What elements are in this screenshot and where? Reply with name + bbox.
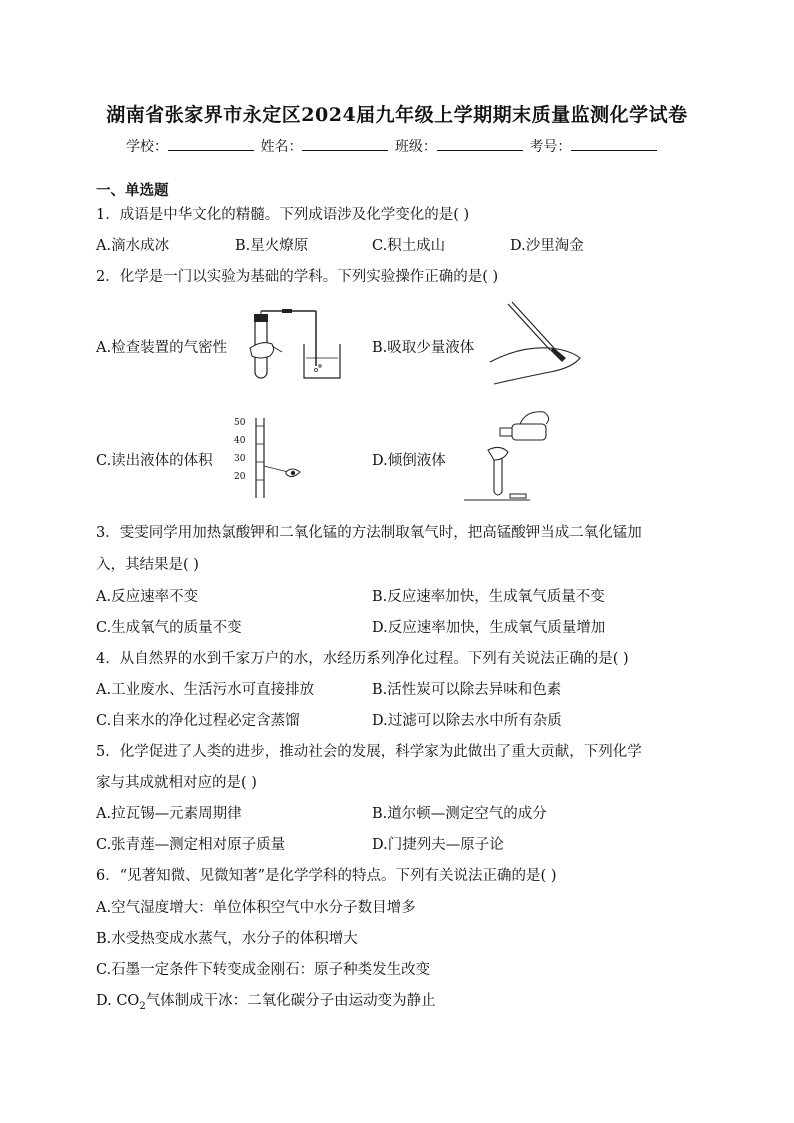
class-label: 班级： <box>394 139 437 155</box>
question-2-stem: 2．化学是一门以实验为基础的学科。下列实验操作正确的是( ) <box>96 269 499 285</box>
question-6-stem: 6．“见著知微、见微知著”是化学学科的特点。下列有关说法正确的是( ) <box>96 868 557 884</box>
name-label: 姓名： <box>260 139 303 155</box>
school-label: 学校： <box>126 139 168 155</box>
q2-option-c[interactable]: C.读出液体的体积 <box>96 453 213 469</box>
section-heading: 一、单选题 <box>96 182 169 199</box>
cylinder-tick-20: 20 <box>234 472 246 482</box>
q3-option-d[interactable]: D.反应速率加快，生成氧气质量增加 <box>372 620 606 636</box>
cylinder-tick-50: 50 <box>234 418 246 428</box>
q6-option-d-suffix: 气体制成干冰：二氧化碳分子由运动变为静止 <box>145 993 436 1009</box>
q6-option-d[interactable] <box>96 992 436 1016</box>
question-4-stem: 4．从自然界的水到千家万户的水，水经历系列净化过程。下列有关说法正确的是( ) <box>96 651 629 667</box>
q6-option-d-prefix: D. CO <box>96 993 140 1009</box>
q6-option-d-subscript: 2 <box>139 1000 146 1012</box>
question-1-stem: 1．成语是中华文化的精髓。下列成语涉及化学变化的是( ) <box>96 207 470 223</box>
cylinder-tick-30: 30 <box>234 454 246 464</box>
q1-option-c[interactable]: C.积土成山 <box>372 238 446 254</box>
question-5-stem-line2: 家与其成就相对应的是( ) <box>96 775 257 791</box>
q2-option-d[interactable]: D.倾倒液体 <box>372 453 446 469</box>
name-blank[interactable] <box>302 138 388 151</box>
q6-option-b[interactable]: B.水受热变成水蒸气，水分子的体积增大 <box>96 931 358 947</box>
question-5-stem-line1: 5．化学促进了人类的进步，推动社会的发展，科学家为此做出了重大贡献，下列化学 <box>96 744 642 760</box>
question-3-stem-line2: 入，其结果是( ) <box>96 557 199 573</box>
q5-option-c[interactable]: C.张青莲—测定相对原子质量 <box>96 837 286 853</box>
q5-option-b[interactable]: B.道尔顿—测定空气的成分 <box>372 806 547 822</box>
q4-option-c[interactable]: C.自来水的净化过程必定含蒸馏 <box>96 713 300 729</box>
q2-option-a[interactable]: A.检查装置的气密性 <box>96 340 228 356</box>
q6-option-c[interactable]: C.石墨一定条件下转变成金刚石：原子种类发生改变 <box>96 962 431 978</box>
school-blank[interactable] <box>168 138 254 151</box>
page-title: 湖南省张家界市永定区2024届九年级上学期期末质量监测化学试卷 <box>106 104 688 126</box>
airtightness-apparatus-figure <box>220 308 350 380</box>
cylinder-tick-40: 40 <box>234 436 246 446</box>
q1-option-b[interactable]: B.星火燎原 <box>235 238 309 254</box>
q4-option-b[interactable]: B.活性炭可以除去异味和色素 <box>372 682 562 698</box>
pouring-liquid-figure <box>460 404 560 504</box>
q3-option-b[interactable]: B.反应速率加快，生成氧气质量不变 <box>372 589 605 605</box>
number-blank[interactable] <box>571 138 657 151</box>
question-3-stem-line1: 3．雯雯同学用加热氯酸钾和二氧化锰的方法制取氧气时，把高锰酸钾当成二氧化锰加 <box>96 525 642 541</box>
q3-option-a[interactable]: A.反应速率不变 <box>96 589 199 605</box>
q4-option-d[interactable]: D.过滤可以除去水中所有杂质 <box>372 713 562 729</box>
q1-option-d[interactable]: D.沙里淘金 <box>510 238 584 254</box>
student-info-row <box>126 136 659 156</box>
q4-option-a[interactable]: A.工业废水、生活污水可直接排放 <box>96 682 315 698</box>
class-blank[interactable] <box>437 138 523 151</box>
q5-option-a[interactable]: A.拉瓦锡—元素周期律 <box>96 806 242 822</box>
number-label: 考号： <box>529 139 572 155</box>
q5-option-d[interactable]: D.门捷列夫—原子论 <box>372 837 504 853</box>
dropper-figure <box>490 302 590 388</box>
q2-option-b[interactable]: B.吸取少量液体 <box>372 340 475 356</box>
q3-option-c[interactable]: C.生成氧气的质量不变 <box>96 620 242 636</box>
q6-option-a[interactable]: A.空气湿度增大：单位体积空气中水分子数目增多 <box>96 900 416 916</box>
q1-option-a[interactable]: A.滴水成冰 <box>96 238 170 254</box>
